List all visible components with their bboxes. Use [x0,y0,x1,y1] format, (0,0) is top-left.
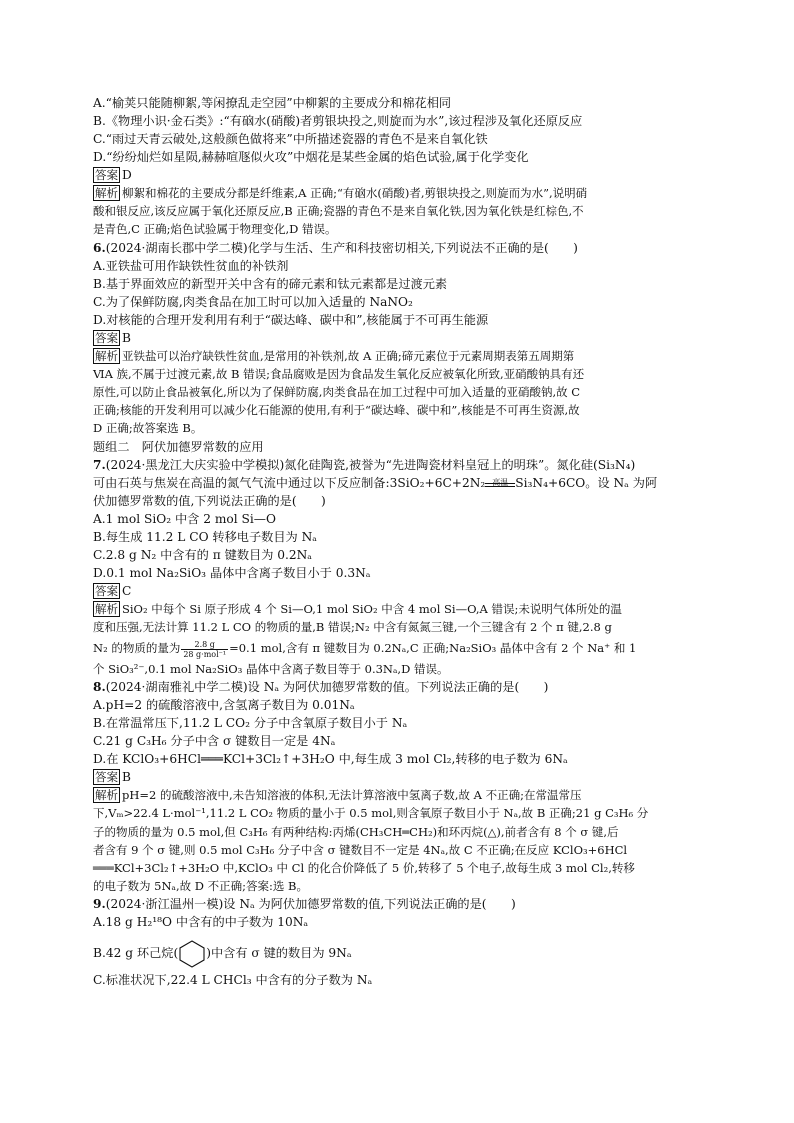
analysis-line: ═══KCl+3Cl₂↑+3H₂O 中,KClO₃ 中 Cl 的化合价降低了 5 价,转移了 5 个电子,故每生成 3 mol Cl₂,转移 [93,861,635,876]
answer-tag: 答案 [95,330,118,345]
option-b: B.每生成 11.2 L CO 转移电子数目为 Nₐ [93,529,317,544]
option-a: A.亚铁盐可用作缺铁性贫血的补铁剂 [93,258,289,273]
option-c: C.21 g C₃H₆ 分子中含 σ 键数目一定是 4Nₐ [93,734,336,749]
option-a: A.1 mol SiO₂ 中含 2 mol Si—O [93,511,276,526]
option-c: C.“雨过天青云破处,这般颜色做将来”中所描述瓷器的青色不是来自氧化铁 [93,132,488,146]
answer-row [93,582,703,600]
equation-left: 可由石英与焦炭在高温的氮气气流中通过以下反应制备:3SiO₂+6C+2N₂ [93,475,486,490]
analysis-text: N₂ 的物质的量为 [93,641,181,656]
analysis-line: pH=2 的硫酸溶液中,未告知溶液的体积,无法计算溶液中氢离子数,故 A 不正确;在常温常压 [122,788,582,803]
analysis-line: 下,Vₘ>22.4 L·mol⁻¹,11.2 L CO₂ 物质的量小于 0.5 mol,则含氧原子数目小于 Nₐ,故 B 正确;21 g C₃H₆ 分 [93,806,649,821]
question-text: (2024·湖南雅礼中学二模)设 Nₐ 为阿伏加德罗常数的值。下列说法正确的是( ) [105,680,549,695]
option-a: A.“榆荚只能随柳絮,等闲撩乱走空园”中柳絮的主要成分和棉花相同 [93,96,452,110]
question-text: (2024·黑龙江大庆实验中学模拟)氮化硅陶瓷,被誉为“先进陶瓷材料皇冠上的明珠”。氮化硅(Si₃N₄) [105,457,636,472]
analysis-line-fraction [93,636,703,660]
option-c: C.标准状况下,22.4 L CHCl₃ 中含有的分子数为 Nₐ [93,973,373,988]
analysis-block [93,600,703,679]
question-7-stem [93,456,703,474]
question-number: 8. [93,680,106,695]
analysis-line: 原性,可以防止食品被氧化,所以为了保鲜防腐,肉类食品在加工过程中可加入适量的亚硝酸钠,故 C [93,385,581,400]
answer-value: B [122,330,131,345]
answer-value: D [122,168,132,182]
question-text: 伏加德罗常数的值,下列说法正确的是( ) [93,493,326,508]
answer-row [93,768,703,786]
answer-value: C [122,583,132,598]
option-b: B.在常温常压下,11.2 L CO₂ 分子中含氧原子数目小于 Nₐ [93,716,408,731]
analysis-tag: 解析 [95,348,118,363]
answer-value: B [122,770,131,785]
option-a: A.pH=2 的硫酸溶液中,含氢离子数目为 0.01Nₐ [93,698,355,713]
analysis-line: D 正确;故答案选 B。 [93,421,203,436]
analysis-line: 是青色,C 正确;焰色试验属于物理变化,D 错误。 [93,222,337,237]
analysis-line: 个 SiO₃²⁻,0.1 mol Na₂SiO₃ 晶体中含离子数目等于 0.3Nₐ,D 错误。 [93,662,449,677]
question-8-stem [93,678,703,696]
option-b [93,935,703,971]
question-7-equation-line [93,474,703,492]
analysis-line: 酸和银反应,该反应属于氧化还原反应,B 正确;瓷器的青色不是来自氧化铁,因为氧化铁是红棕色,不 [93,204,584,219]
equation-right: Si₃N₄+6CO。设 Nₐ 为阿 [515,475,658,490]
analysis-line: ⅥA 族,不属于过渡元素,故 B 错误;食品腐败是因为食品发生氧化反应被氧化所致,亚硝酸钠具有还 [93,366,585,381]
fraction [181,640,228,659]
option-c: C.为了保鲜防腐,肉类食品在加工时可以加入适量的 NaNO₂ [93,294,413,309]
analysis-line: 者含有 9 个 σ 键,则 0.5 mol C₃H₆ 分子中含 σ 键数目不一定是 4Nₐ,故 C 不正确;在反应 KClO₃+6HCl [93,842,628,857]
condition-text: 高温 [492,477,509,487]
cyclohexane-icon [178,939,206,969]
option-d: D.对核能的合理开发利用有利于“碳达峰、碳中和”,核能属于不可再生能源 [93,312,489,327]
option-d: D.0.1 mol Na₂SiO₃ 晶体中含离子数目小于 0.3Nₐ [93,565,371,580]
fraction-denominator: 28 g·mol⁻¹ [183,649,227,659]
option-a: A.18 g H₂¹⁸O 中含有的中子数为 10Nₐ [93,915,309,930]
question-number: 6. [93,240,106,255]
question-6-stem [93,239,703,257]
question-9-stem [93,895,703,913]
document-page [93,94,703,989]
option-text: )中含有 σ 键的数目为 9Nₐ [206,946,352,961]
analysis-tag: 解析 [95,788,118,803]
group-heading: 题组二 阿伏加德罗常数的应用 [93,439,264,454]
question-text: (2024·湖南长郡中学二模)化学与生活、生产和科技密切相关,下列说法不正确的是( ) [105,240,578,255]
answer-row [93,329,703,347]
option-c: C.2.8 g N₂ 中含有的 π 键数目为 0.2Nₐ [93,547,312,562]
answer-row [93,166,703,184]
option-text: B.42 g 环己烷( [93,946,179,961]
option-b: B.基于界面效应的新型开关中含有的碲元素和钛元素都是过渡元素 [93,276,448,291]
answer-tag: 答案 [95,770,118,785]
analysis-line: 亚铁盐可以治疗缺铁性贫血,是常用的补铁剂,故 A 正确;碲元素位于元素周期表第五周期第 [122,348,575,363]
analysis-line: 子的物质的量为 0.5 mol,但 C₃H₆ 有两种结构:丙烯(CH₃CH═CH₂)和环丙烷(△),前者含有 8 个 σ 键,后 [93,824,619,839]
analysis-block [93,347,703,438]
analysis-line: 的电子数为 5Nₐ,故 D 不正确;答案:选 B。 [93,879,309,894]
analysis-text: =0.1 mol,含有 π 键数目为 0.2Nₐ,C 正确;Na₂SiO₃ 晶体中含有 2 个 Na⁺ 和 1 [229,641,637,656]
option-b: B.《物理小识·金石类》:“有硇水(硝酸)者剪银块投之,则旋而为水”,该过程涉及氧化还原反应 [93,114,583,128]
analysis-line: 正确;核能的开发利用可以减少化石能源的使用,有利于“碳达峰、碳中和”,核能是不可再生资源,故 [93,403,580,418]
question-number: 9. [93,897,106,912]
answer-tag: 答案 [95,583,118,598]
analysis-block [93,184,703,239]
analysis-line: 柳絮和棉花的主要成分都是纤维素,A 正确;“有硇水(硝酸)者,剪银块投之,则旋而为水”,说明硝 [122,186,588,200]
analysis-tag: 解析 [95,601,118,616]
fraction-numerator: 2.8 g [181,640,228,650]
analysis-tag: 解析 [95,186,118,200]
option-d: D.“纷纷灿烂如星陨,赫赫喧豗似火攻”中烟花是某些金属的焰色试验,属于化学变化 [93,150,529,164]
analysis-line: SiO₂ 中每个 Si 原子形成 4 个 Si—O,1 mol SiO₂ 中含 4 mol Si—O,A 错误;未说明气体所处的温 [122,601,622,616]
answer-tag: 答案 [95,168,118,182]
option-d: D.在 KClO₃+6HCl═══KCl+3Cl₂↑+3H₂O 中,每生成 3 mol Cl₂,转移的电子数为 6Nₐ [93,752,568,767]
question-number: 7. [93,457,106,472]
analysis-block [93,786,703,895]
analysis-line: 度和压强,无法计算 11.2 L CO 的物质的量,B 错误;N₂ 中含有氮氮三键,一个三键含有 2 个 π 键,2.8 g [93,619,612,634]
question-text: (2024·浙江温州一模)设 Nₐ 为阿伏加德罗常数的值,下列说法正确的是( ) [105,897,516,912]
